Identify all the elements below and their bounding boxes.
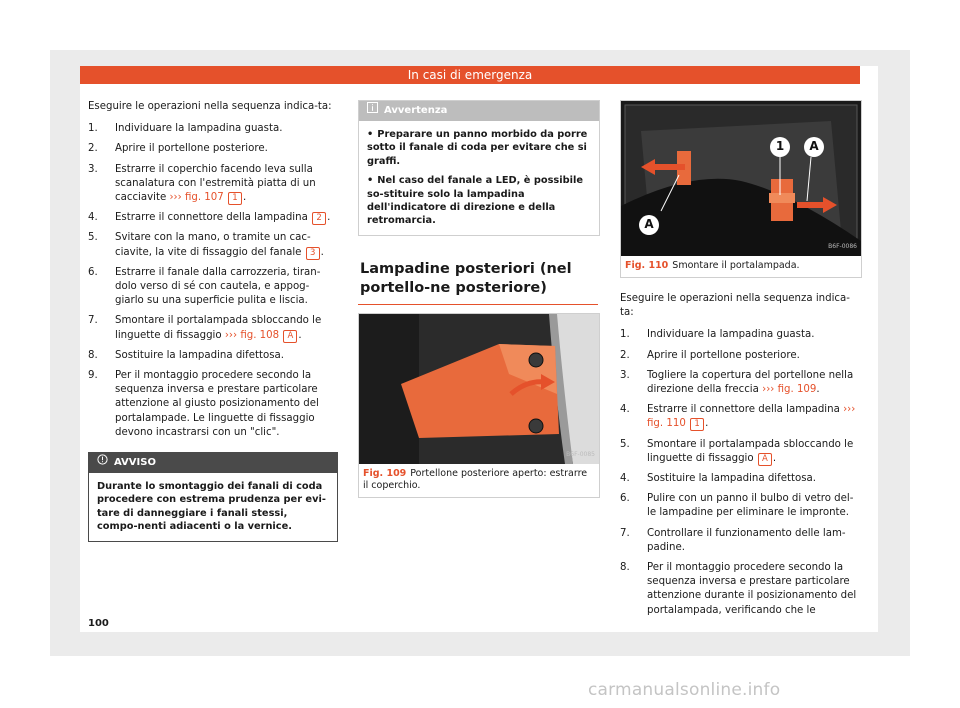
figure-109: [358, 313, 600, 498]
step-text: Aprire il portellone posteriore.: [115, 143, 268, 155]
step-number: 2.: [88, 143, 98, 155]
step-text: Smontare il portalampada sbloccando le linguette di fissaggio: [647, 438, 854, 464]
callout-badge: 2: [312, 212, 326, 225]
step-number: 6.: [88, 266, 98, 278]
step-text: Sostituire la lampadina difettosa.: [647, 473, 816, 485]
step-number: 7.: [620, 527, 630, 539]
middle-column: [358, 100, 600, 498]
step-text: Per il montaggio procedere secondo la sequenza inversa e prestare particolare attenzione al giusto posizionamento del portalampade. Le linguette di fissaggio devono incastrarsi con un "clic".: [115, 370, 319, 438]
avviso-box: [88, 452, 338, 542]
step-number: 1.: [620, 329, 630, 341]
figure-110-image: [621, 101, 861, 256]
watermark: carmanualsonline.info: [588, 680, 781, 700]
warning-circle-icon: [97, 453, 108, 473]
step-text: .: [772, 452, 777, 464]
step-number: 9.: [88, 370, 98, 382]
list-item: [620, 527, 862, 555]
figure-link[interactable]: ››› fig. 108: [224, 329, 280, 341]
tailgate-illustration: [359, 314, 599, 464]
section-rule: [358, 304, 598, 305]
intro-text: Eseguire le operazioni nella sequenza indica-ta:: [88, 101, 332, 112]
list-item: [88, 314, 338, 342]
step-text: Per il montaggio procedere secondo la sequenza inversa e prestare particolare attenzione durante il posizionamento del portalampada, verificando che le: [647, 562, 857, 616]
step-number: 3.: [88, 163, 98, 175]
figure-link[interactable]: ››› fig. 107: [169, 192, 224, 204]
left-steps-list: [88, 122, 338, 440]
step-text: .: [705, 418, 709, 430]
step-text: Aprire il portellone posteriore.: [647, 349, 800, 361]
list-item: [620, 472, 862, 486]
list-item: [88, 142, 338, 156]
step-number: 8.: [88, 349, 98, 361]
bullet-icon: •: [367, 175, 374, 187]
figure-109-image: [359, 314, 599, 464]
step-number: 8.: [620, 562, 630, 574]
intro-text: Eseguire le operazioni nella sequenza indica-ta:: [620, 293, 850, 319]
step-text: .: [816, 384, 820, 396]
step-number: 5.: [88, 232, 98, 244]
figure-caption: [359, 464, 599, 497]
list-item: [88, 122, 338, 136]
callout-1-label: 1: [775, 139, 785, 153]
bullet-icon: •: [367, 129, 374, 140]
step-text: Sostituire la lampadina difettosa.: [115, 349, 284, 361]
right-steps-list: [620, 328, 862, 617]
callout-badge: A: [283, 330, 297, 343]
step-text: Estrarre il connettore della lampadina: [647, 404, 844, 416]
callout-a-label: A: [644, 217, 654, 231]
avvertenza-box: [358, 100, 600, 236]
step-text: .: [298, 329, 302, 341]
avvertenza-body: [359, 121, 599, 235]
figure-caption: [621, 256, 861, 277]
callout-a-label: A: [809, 139, 819, 153]
step-text: Togliere la copertura del portellone nella direzione della freccia: [647, 369, 854, 396]
step-number: 4.: [620, 473, 630, 485]
step-text: Individuare la lampadina guasta.: [647, 329, 815, 341]
list-item: [88, 163, 338, 206]
avvertenza-item-text: Nel caso del fanale a LED, è possibile so-stituire solo la lampadina dell'indicatore di direzione e della retromarcia.: [367, 175, 583, 227]
step-text: Controllare il funzionamento delle lam-padine.: [647, 527, 846, 553]
list-item: [620, 349, 862, 363]
step-number: 2.: [620, 349, 630, 361]
step-text: Estrarre il coperchio facendo leva sulla scanalatura con l'estremità piatta di un cacciavite: [115, 163, 316, 204]
figure-code: B6F-0086: [828, 242, 857, 250]
figure-link[interactable]: ››› fig. 109: [762, 384, 817, 396]
step-number: 4.: [88, 212, 98, 224]
right-column: [620, 100, 862, 624]
list-item: [620, 561, 862, 618]
lamp-holder-illustration: [621, 101, 861, 256]
list-item: [88, 231, 338, 259]
page-number: 100: [88, 618, 109, 629]
section-heading: Lampadine posteriori (nel portello-ne posteriore): [360, 260, 572, 296]
list-item: [88, 349, 338, 363]
step-number: 4.: [620, 404, 630, 416]
list-item: [620, 492, 862, 520]
figure-label: Fig. 110: [625, 260, 669, 271]
figure-link[interactable]: ››› fig. 110: [647, 404, 856, 430]
list-item: [88, 211, 338, 225]
step-number: 3.: [620, 369, 630, 381]
list-item: [367, 128, 591, 168]
callout-badge: A: [758, 453, 772, 466]
callout-badge: 1: [228, 192, 242, 205]
list-item: [620, 403, 862, 431]
avvertenza-title: Avvertenza: [384, 105, 448, 116]
step-text: Individuare la lampadina guasta.: [115, 123, 283, 135]
list-item: [620, 369, 862, 397]
step-number: 6.: [620, 493, 630, 505]
list-item: [620, 328, 862, 342]
step-text: Estrarre il fanale dalla carrozzeria, tiran-dolo verso di sé con cautela, e appog-giarlo su una superficie pulita e liscia.: [115, 266, 321, 307]
step-text: .: [320, 246, 324, 258]
figure-caption-text: Smontare il portalampada.: [672, 260, 800, 271]
info-icon: [367, 101, 378, 121]
left-column: [88, 100, 338, 542]
step-number: 7.: [88, 315, 98, 327]
avvertenza-header: [359, 101, 599, 121]
step-number: 5.: [620, 438, 630, 450]
avviso-title: AVVISO: [114, 457, 156, 469]
section-banner: In casi di emergenza: [80, 66, 860, 84]
step-text: Smontare il portalampada sbloccando le linguette di fissaggio: [115, 315, 322, 341]
list-item: [88, 369, 338, 440]
step-text: .: [327, 212, 331, 224]
callout-badge: 3: [306, 247, 320, 260]
figure-110: [620, 100, 862, 278]
callout-badge: 1: [690, 418, 704, 431]
list-item: [620, 438, 862, 466]
list-item: [88, 266, 338, 309]
figure-label: Fig. 109: [363, 467, 407, 479]
figure-caption-text: Portellone posteriore aperto: estrarre il coperchio.: [363, 467, 588, 491]
avviso-text: Durante lo smontaggio dei fanali di coda procedere con estrema prudenza per evi-tare di danneggiare i fanali stessi, compo-nenti adiacenti o la vernice.: [97, 481, 326, 533]
step-number: 1.: [88, 123, 98, 135]
step-text: .: [243, 192, 247, 204]
step-text: Pulire con un panno il bulbo di vetro del-le lampadine per eliminare le impronte.: [647, 493, 854, 519]
list-item: [367, 174, 591, 228]
avvertenza-item-text: Preparare un panno morbido da porre sotto il fanale di coda per evitare che si graffi.: [367, 129, 588, 167]
figure-code: B6F-0085: [566, 450, 595, 458]
step-text: Svitare con la mano, o tramite un cac-ciavite, la vite di fissaggio del fanale: [115, 232, 311, 258]
step-text: Estrarre il connettore della lampadina: [115, 212, 312, 224]
avviso-header: [89, 453, 337, 473]
